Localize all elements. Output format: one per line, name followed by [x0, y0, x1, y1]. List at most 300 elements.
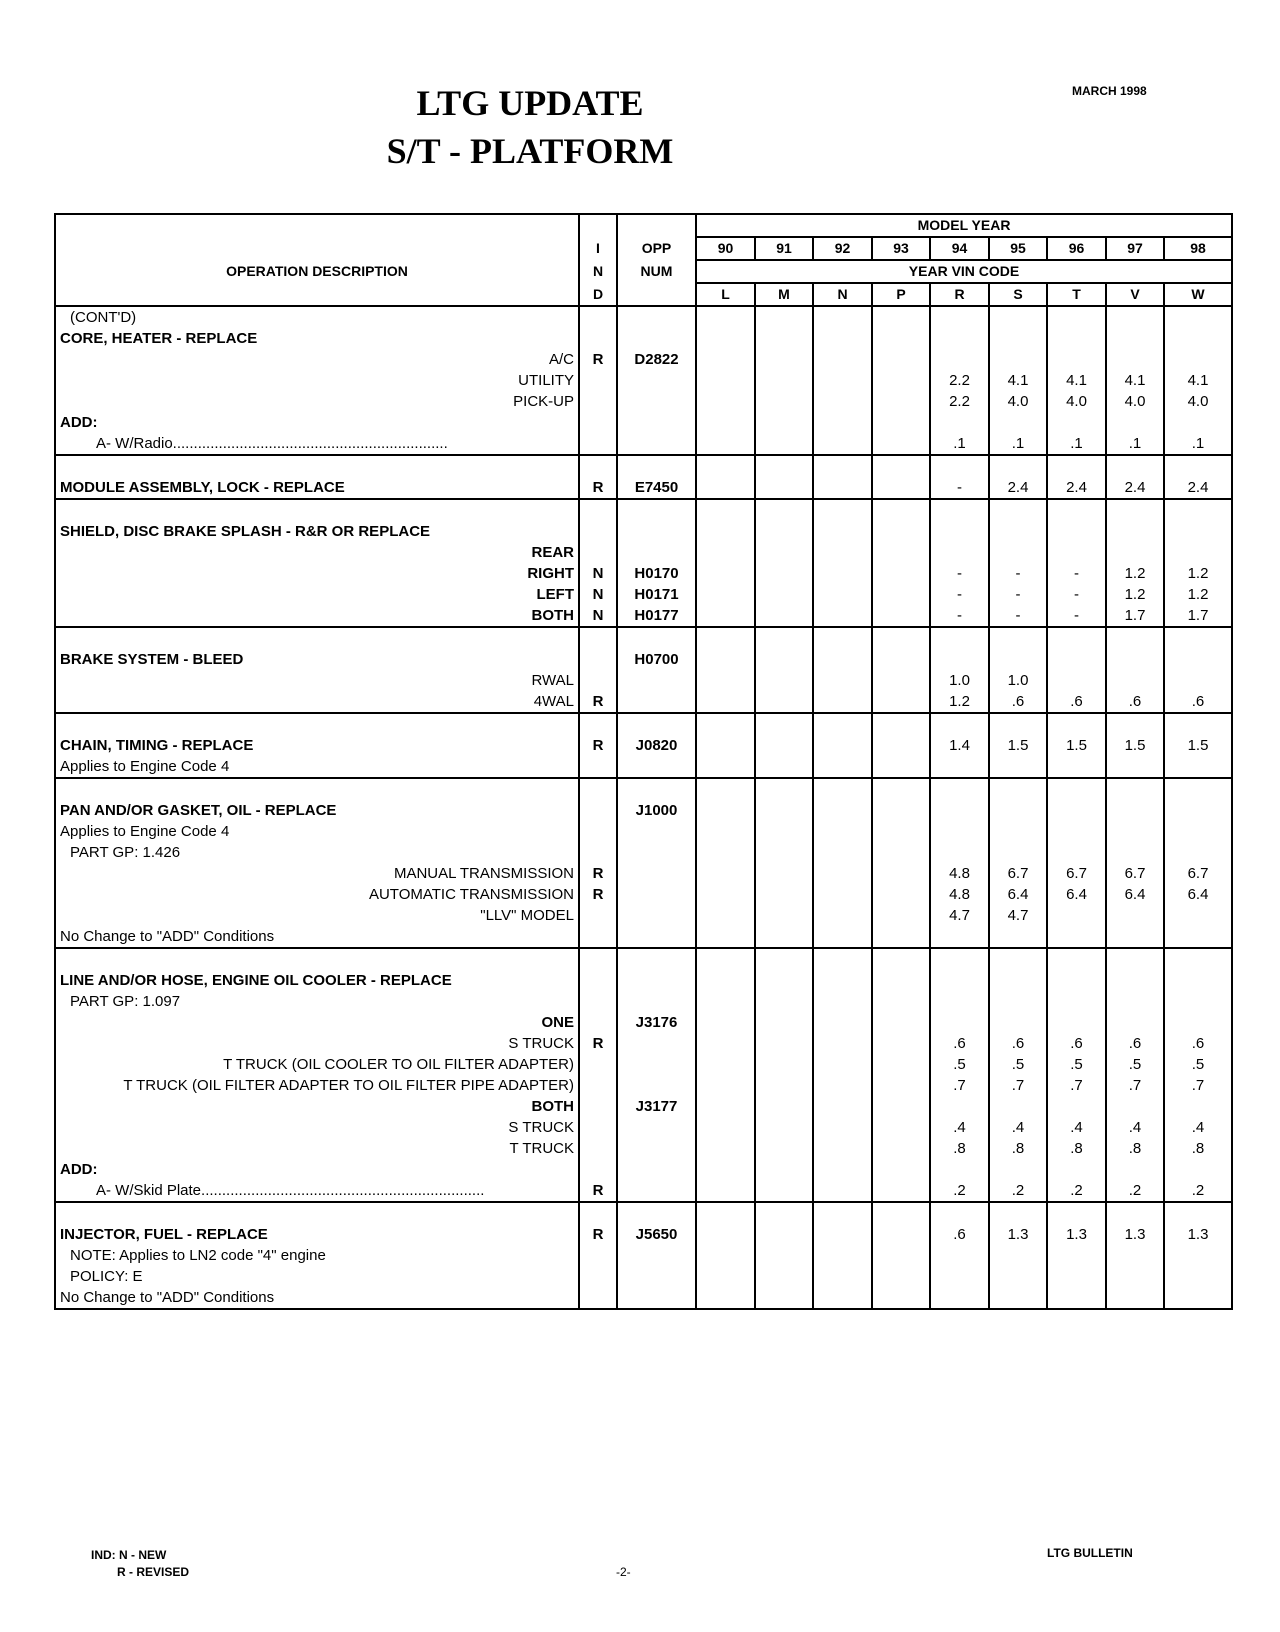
labor-time-cell	[696, 1054, 755, 1075]
labor-time-cell	[872, 1202, 930, 1224]
labor-time-cell	[696, 1033, 755, 1054]
labor-time-cell	[813, 1075, 872, 1096]
labor-time-cell	[1164, 670, 1232, 691]
labor-time-cell	[989, 1245, 1047, 1266]
labor-time-cell	[1047, 455, 1106, 477]
labor-time-cell	[872, 926, 930, 948]
labor-time-cell: .1	[1106, 433, 1164, 455]
labor-time-cell	[930, 1159, 989, 1180]
labor-time-cell: 1.4	[930, 735, 989, 756]
labor-time-cell: 1.0	[989, 670, 1047, 691]
operation-description: NOTE: Applies to LN2 code "4" engine	[55, 1245, 579, 1266]
labor-time-cell	[930, 800, 989, 821]
labor-time-cell	[1106, 306, 1164, 328]
bulletin-date: MARCH 1998	[1072, 84, 1147, 98]
ind-code: N	[579, 584, 617, 605]
ind-code: N	[579, 563, 617, 584]
labor-time-cell	[872, 542, 930, 563]
labor-time-cell: 6.7	[1047, 863, 1106, 884]
table-row	[55, 1138, 1232, 1159]
labor-time-cell: .8	[930, 1138, 989, 1159]
labor-time-cell: .5	[930, 1054, 989, 1075]
labor-time-cell	[755, 735, 813, 756]
labor-time-cell	[1164, 756, 1232, 778]
labor-time-cell: 2.2	[930, 391, 989, 412]
labor-time-cell: 1.5	[989, 735, 1047, 756]
labor-time-cell	[696, 328, 755, 349]
labor-time-cell	[755, 691, 813, 713]
labor-time-cell	[989, 1096, 1047, 1117]
labor-time-cell	[872, 1054, 930, 1075]
opp-number	[617, 884, 696, 905]
labor-time-cell	[989, 1266, 1047, 1287]
labor-time-cell	[872, 370, 930, 391]
labor-time-cell	[1106, 1202, 1164, 1224]
labor-time-cell	[1047, 499, 1106, 521]
labor-time-cell	[872, 821, 930, 842]
ind-code: R	[579, 1224, 617, 1245]
labor-time-cell	[696, 563, 755, 584]
labor-time-cell: 4.0	[1106, 391, 1164, 412]
labor-time-cell	[1164, 499, 1232, 521]
labor-time-cell	[813, 1033, 872, 1054]
ind-code	[579, 627, 617, 649]
labor-time-cell	[696, 391, 755, 412]
year-98: 98	[1164, 237, 1232, 260]
labor-time-cell	[989, 627, 1047, 649]
labor-time-cell	[696, 499, 755, 521]
opp-number	[617, 1245, 696, 1266]
labor-time-cell: 1.3	[1106, 1224, 1164, 1245]
labor-time-cell	[813, 926, 872, 948]
labor-time-cell	[930, 821, 989, 842]
labor-time-cell	[755, 970, 813, 991]
labor-time-cell	[1047, 800, 1106, 821]
table-row	[55, 499, 1232, 521]
labor-time-cell: .7	[1106, 1075, 1164, 1096]
operation-description: A- W/Skid Plate....................................................................	[55, 1180, 579, 1202]
opp-number	[617, 926, 696, 948]
labor-time-cell	[989, 842, 1047, 863]
labor-time-cell	[872, 1012, 930, 1033]
labor-time-cell	[872, 1266, 930, 1287]
labor-time-cell	[989, 756, 1047, 778]
operation-description: LINE AND/OR HOSE, ENGINE OIL COOLER - REPLACE	[55, 970, 579, 991]
ind-code	[579, 649, 617, 670]
labor-time-cell	[1164, 948, 1232, 970]
labor-time-cell	[755, 1096, 813, 1117]
operation-description: (CONT'D)	[55, 306, 579, 328]
ind-code	[579, 670, 617, 691]
labor-time-cell	[1164, 713, 1232, 735]
labor-time-cell	[755, 370, 813, 391]
table-row	[55, 563, 1232, 584]
labor-time-cell: .4	[989, 1117, 1047, 1138]
labor-time-cell	[755, 926, 813, 948]
labor-time-cell	[696, 821, 755, 842]
labor-time-cell	[696, 477, 755, 499]
code-R: R	[930, 283, 989, 306]
opp-number	[617, 1180, 696, 1202]
ind-code: R	[579, 1033, 617, 1054]
opp-number	[617, 670, 696, 691]
labor-time-cell	[1106, 649, 1164, 670]
labor-time-cell	[755, 1266, 813, 1287]
labor-time-cell	[872, 842, 930, 863]
labor-time-cell: -	[930, 584, 989, 605]
labor-time-cell	[696, 1138, 755, 1159]
year-90: 90	[696, 237, 755, 260]
labor-time-cell	[1047, 713, 1106, 735]
labor-time-cell	[989, 542, 1047, 563]
operation-description: ADD:	[55, 1159, 579, 1180]
table-row	[55, 412, 1232, 433]
code-P: P	[872, 283, 930, 306]
labor-time-cell: .7	[1047, 1075, 1106, 1096]
labor-time-cell	[813, 884, 872, 905]
operation-description: BRAKE SYSTEM - BLEED	[55, 649, 579, 670]
table-row	[55, 1096, 1232, 1117]
labor-time-cell	[1164, 1096, 1232, 1117]
labor-time-cell	[930, 1202, 989, 1224]
table-row	[55, 948, 1232, 970]
operation-description: CORE, HEATER - REPLACE	[55, 328, 579, 349]
labor-time-cell	[755, 1159, 813, 1180]
labor-time-cell	[1047, 306, 1106, 328]
labor-time-cell: -	[989, 584, 1047, 605]
labor-time-cell	[696, 455, 755, 477]
labor-time-cell	[813, 1180, 872, 1202]
labor-time-cell	[755, 1180, 813, 1202]
ind-header-3: D	[579, 283, 617, 306]
labor-time-cell	[696, 306, 755, 328]
labor-time-cell	[813, 1012, 872, 1033]
labor-time-cell	[696, 991, 755, 1012]
labor-time-cell: 2.4	[1164, 477, 1232, 499]
labor-time-cell	[755, 499, 813, 521]
labor-time-cell	[755, 349, 813, 370]
labor-time-cell: .1	[1164, 433, 1232, 455]
labor-time-cell: .6	[989, 691, 1047, 713]
opp-number	[617, 691, 696, 713]
table-row	[55, 905, 1232, 926]
labor-time-cell	[813, 499, 872, 521]
labor-time-cell	[1106, 905, 1164, 926]
year-96: 96	[1047, 237, 1106, 260]
labor-time-cell: .6	[930, 1224, 989, 1245]
labor-time-cell	[1164, 1159, 1232, 1180]
ind-code	[579, 1075, 617, 1096]
year-92: 92	[813, 237, 872, 260]
labor-time-cell	[1164, 649, 1232, 670]
labor-time-cell	[813, 863, 872, 884]
ind-code	[579, 1096, 617, 1117]
labor-time-cell	[813, 970, 872, 991]
labor-time-cell	[755, 670, 813, 691]
ind-legend-new: IND: N - NEW	[91, 1548, 167, 1562]
labor-time-cell	[813, 1202, 872, 1224]
table-body	[55, 214, 1232, 1309]
opp-number	[617, 542, 696, 563]
labor-time-cell: 1.3	[989, 1224, 1047, 1245]
labor-time-cell	[1047, 842, 1106, 863]
labor-time-cell	[755, 991, 813, 1012]
ind-code: R	[579, 735, 617, 756]
operation-description: No Change to "ADD" Conditions	[55, 1287, 579, 1309]
labor-time-cell	[930, 1266, 989, 1287]
labor-time-cell	[930, 627, 989, 649]
operation-description: "LLV" MODEL	[55, 905, 579, 926]
labor-time-cell	[930, 713, 989, 735]
labor-time-cell	[696, 778, 755, 800]
labor-time-cell	[1047, 905, 1106, 926]
labor-time-cell	[1106, 713, 1164, 735]
labor-time-cell	[755, 1224, 813, 1245]
labor-time-cell	[696, 970, 755, 991]
operation-description-header: OPERATION DESCRIPTION	[55, 260, 579, 283]
labor-time-cell	[930, 1096, 989, 1117]
ind-code	[579, 328, 617, 349]
labor-time-cell	[930, 1287, 989, 1309]
labor-time-cell	[696, 905, 755, 926]
table-row	[55, 1245, 1232, 1266]
labor-time-cell	[1106, 627, 1164, 649]
labor-time-cell	[872, 1033, 930, 1054]
opp-number: J5650	[617, 1224, 696, 1245]
labor-time-cell	[1047, 821, 1106, 842]
operation-description: S TRUCK	[55, 1033, 579, 1054]
labor-time-cell: .6	[989, 1033, 1047, 1054]
labor-time-cell	[696, 1287, 755, 1309]
labor-time-cell	[872, 1287, 930, 1309]
labor-time-cell: -	[1047, 605, 1106, 627]
labor-time-cell: 1.7	[1164, 605, 1232, 627]
labor-time-cell	[872, 1075, 930, 1096]
labor-time-cell	[813, 713, 872, 735]
year-94: 94	[930, 237, 989, 260]
labor-time-cell: 1.2	[1106, 563, 1164, 584]
labor-time-cell: 2.4	[1047, 477, 1106, 499]
labor-time-cell	[696, 349, 755, 370]
table-row	[55, 627, 1232, 649]
labor-time-cell	[696, 1159, 755, 1180]
labor-time-cell	[813, 328, 872, 349]
labor-time-cell: .2	[1164, 1180, 1232, 1202]
operation-description	[55, 455, 579, 477]
labor-time-cell	[755, 584, 813, 605]
table-row	[55, 970, 1232, 991]
labor-time-cell	[696, 1117, 755, 1138]
labor-time-cell	[813, 563, 872, 584]
table-row	[55, 1075, 1232, 1096]
labor-time-cell: .7	[989, 1075, 1047, 1096]
operation-description: SHIELD, DISC BRAKE SPLASH - R&R OR REPLACE	[55, 521, 579, 542]
table-row	[55, 842, 1232, 863]
labor-time-cell	[872, 1180, 930, 1202]
opp-number	[617, 412, 696, 433]
labor-time-cell	[755, 778, 813, 800]
labor-time-cell: 1.2	[930, 691, 989, 713]
ind-code: N	[579, 605, 617, 627]
labor-time-cell	[989, 970, 1047, 991]
labor-time-cell: .2	[1106, 1180, 1164, 1202]
labor-time-cell	[1164, 328, 1232, 349]
ind-code	[579, 306, 617, 328]
labor-time-cell	[1164, 521, 1232, 542]
labor-time-cell	[1106, 349, 1164, 370]
labor-time-cell	[696, 884, 755, 905]
operation-description: ADD:	[55, 412, 579, 433]
labor-time-cell	[1164, 1266, 1232, 1287]
labor-time-cell	[696, 649, 755, 670]
table-row	[55, 521, 1232, 542]
labor-time-cell: 6.4	[1164, 884, 1232, 905]
labor-time-cell	[813, 778, 872, 800]
labor-time-cell	[813, 605, 872, 627]
table-row	[55, 433, 1232, 455]
labor-time-cell	[1164, 455, 1232, 477]
opp-number	[617, 1117, 696, 1138]
labor-time-cell	[755, 306, 813, 328]
opp-number	[617, 499, 696, 521]
labor-time-cell	[1106, 800, 1164, 821]
labor-time-cell	[755, 412, 813, 433]
ind-code: R	[579, 884, 617, 905]
labor-time-cell: .8	[1047, 1138, 1106, 1159]
labor-time-cell	[1106, 756, 1164, 778]
opp-number: J0820	[617, 735, 696, 756]
labor-time-cell	[930, 842, 989, 863]
table-row	[55, 821, 1232, 842]
opp-number	[617, 948, 696, 970]
table-row	[55, 1180, 1232, 1202]
labor-time-cell	[989, 800, 1047, 821]
code-N: N	[813, 283, 872, 306]
ind-code: R	[579, 477, 617, 499]
table-row	[55, 1287, 1232, 1309]
labor-time-cell	[1047, 1012, 1106, 1033]
labor-time-cell	[930, 542, 989, 563]
ind-code	[579, 1245, 617, 1266]
labor-time-cell: -	[1047, 563, 1106, 584]
opp-number: H0177	[617, 605, 696, 627]
labor-time-cell	[813, 627, 872, 649]
ind-code	[579, 991, 617, 1012]
labor-time-cell	[872, 627, 930, 649]
labor-time-cell	[1106, 521, 1164, 542]
labor-time-cell	[989, 455, 1047, 477]
opp-number	[617, 1075, 696, 1096]
labor-time-cell	[813, 1159, 872, 1180]
ind-header-2: N	[579, 260, 617, 283]
labor-time-cell	[813, 691, 872, 713]
labor-time-cell	[813, 821, 872, 842]
ind-code	[579, 713, 617, 735]
labor-time-cell: .8	[1106, 1138, 1164, 1159]
labor-time-cell: .6	[1164, 691, 1232, 713]
opp-number	[617, 991, 696, 1012]
labor-time-cell	[813, 649, 872, 670]
labor-time-cell	[696, 1224, 755, 1245]
operation-description: 4WAL	[55, 691, 579, 713]
opp-number	[617, 821, 696, 842]
labor-time-cell	[872, 735, 930, 756]
labor-time-cell	[755, 1287, 813, 1309]
labor-time-cell: -	[930, 563, 989, 584]
labor-time-cell	[1106, 670, 1164, 691]
table-row	[55, 306, 1232, 328]
labor-time-cell: 1.2	[1164, 563, 1232, 584]
opp-number	[617, 627, 696, 649]
labor-time-cell	[1164, 306, 1232, 328]
labor-time-cell	[1047, 542, 1106, 563]
opp-number	[617, 391, 696, 412]
labor-time-cell	[872, 412, 930, 433]
labor-time-cell	[989, 349, 1047, 370]
ind-code	[579, 1266, 617, 1287]
labor-time-cell	[696, 926, 755, 948]
labor-time-cell	[1047, 926, 1106, 948]
labor-time-cell	[872, 756, 930, 778]
operation-description: RWAL	[55, 670, 579, 691]
labor-time-cell: .5	[1164, 1054, 1232, 1075]
labor-time-cell	[989, 306, 1047, 328]
labor-time-cell	[989, 1287, 1047, 1309]
labor-time-cell: 1.2	[1106, 584, 1164, 605]
model-year-header: MODEL YEAR	[696, 214, 1232, 237]
labor-time-cell	[930, 499, 989, 521]
labor-time-cell	[813, 1096, 872, 1117]
opp-number	[617, 1159, 696, 1180]
operation-description: T TRUCK	[55, 1138, 579, 1159]
labor-time-cell	[755, 1054, 813, 1075]
labor-time-cell	[1106, 821, 1164, 842]
labor-time-cell	[872, 948, 930, 970]
ind-code: R	[579, 691, 617, 713]
labor-time-cell	[696, 800, 755, 821]
labor-time-cell	[755, 328, 813, 349]
labor-time-cell: 6.4	[1047, 884, 1106, 905]
labor-time-cell	[872, 455, 930, 477]
operation-description	[55, 948, 579, 970]
labor-time-cell: 1.0	[930, 670, 989, 691]
labor-time-cell	[1106, 1287, 1164, 1309]
labor-time-cell	[696, 842, 755, 863]
opp-number	[617, 1287, 696, 1309]
labor-time-cell	[1106, 842, 1164, 863]
labor-time-cell	[755, 1245, 813, 1266]
labor-time-cell	[872, 433, 930, 455]
ind-code	[579, 1202, 617, 1224]
ind-code	[579, 756, 617, 778]
labor-time-cell: 2.4	[989, 477, 1047, 499]
operation-description: AUTOMATIC TRANSMISSION	[55, 884, 579, 905]
labor-time-cell	[813, 349, 872, 370]
labor-time-cell	[872, 521, 930, 542]
operation-description: PART GP: 1.097	[55, 991, 579, 1012]
labor-time-cell: 6.7	[1164, 863, 1232, 884]
labor-time-cell	[696, 412, 755, 433]
operation-description: T TRUCK (OIL COOLER TO OIL FILTER ADAPTER)	[55, 1054, 579, 1075]
ind-code: R	[579, 863, 617, 884]
operation-description: UTILITY	[55, 370, 579, 391]
code-M: M	[755, 283, 813, 306]
labor-time-cell	[1164, 991, 1232, 1012]
labor-time-cell: 4.7	[930, 905, 989, 926]
labor-time-cell	[989, 713, 1047, 735]
labor-time-cell	[813, 1245, 872, 1266]
operation-description	[55, 627, 579, 649]
